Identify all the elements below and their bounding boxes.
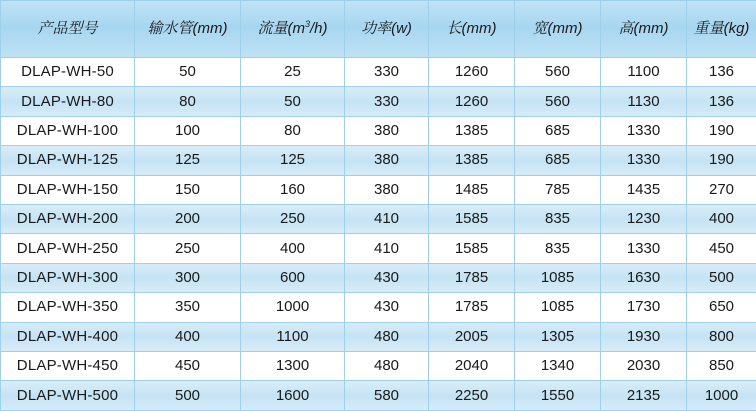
cell-height: 2135 (601, 381, 687, 411)
cell-flow: 50 (241, 87, 345, 116)
table-row (1, 58, 756, 87)
cell-height: 1730 (601, 293, 687, 322)
cell-flow: 160 (241, 175, 345, 204)
cell-weight: 400 (687, 205, 756, 234)
cell-pipe: 125 (135, 146, 241, 175)
cell-length: 1785 (429, 263, 515, 292)
cell-flow: 400 (241, 234, 345, 263)
cell-flow: 1000 (241, 293, 345, 322)
column-header-height: 高(mm) (601, 1, 687, 58)
table-row (1, 263, 756, 292)
cell-pipe: 250 (135, 234, 241, 263)
cell-pipe: 350 (135, 293, 241, 322)
cell-length: 1260 (429, 87, 515, 116)
cell-length: 1385 (429, 146, 515, 175)
cell-height: 1630 (601, 263, 687, 292)
cell-pipe: 80 (135, 87, 241, 116)
column-header-flow-suffix: /h) (310, 20, 328, 37)
cell-width: 560 (515, 87, 601, 116)
table-row (1, 175, 756, 204)
cell-length: 1260 (429, 58, 515, 87)
column-header-weight: 重量(kg) (687, 1, 756, 58)
cell-power: 410 (345, 234, 429, 263)
cell-flow: 1600 (241, 381, 345, 411)
cell-height: 1330 (601, 146, 687, 175)
cell-length: 2005 (429, 322, 515, 351)
cell-model: DLAP-WH-80 (1, 87, 135, 116)
cell-pipe: 200 (135, 205, 241, 234)
cell-flow: 250 (241, 205, 345, 234)
cell-model: DLAP-WH-150 (1, 175, 135, 204)
cell-height: 1130 (601, 87, 687, 116)
cell-weight: 190 (687, 146, 756, 175)
cell-model: DLAP-WH-125 (1, 146, 135, 175)
cell-width: 685 (515, 116, 601, 145)
cell-flow: 1100 (241, 322, 345, 351)
cell-height: 1930 (601, 322, 687, 351)
table-row (1, 87, 756, 116)
cell-flow: 600 (241, 263, 345, 292)
cell-width: 1085 (515, 263, 601, 292)
table-row (1, 352, 756, 381)
cell-length: 2250 (429, 381, 515, 411)
cell-weight: 650 (687, 293, 756, 322)
cell-power: 380 (345, 146, 429, 175)
cell-width: 1550 (515, 381, 601, 411)
table-header-row (1, 1, 756, 58)
cell-height: 1435 (601, 175, 687, 204)
cell-height: 1230 (601, 205, 687, 234)
cell-model: DLAP-WH-50 (1, 58, 135, 87)
cell-weight: 500 (687, 263, 756, 292)
cell-weight: 190 (687, 116, 756, 145)
cell-power: 380 (345, 116, 429, 145)
table-row (1, 381, 756, 411)
cell-height: 1330 (601, 116, 687, 145)
cell-power: 330 (345, 87, 429, 116)
column-header-model: 产品型号 (1, 1, 135, 58)
table-row (1, 234, 756, 263)
cell-weight: 1000 (687, 381, 756, 411)
cell-length: 2040 (429, 352, 515, 381)
cell-model: DLAP-WH-500 (1, 381, 135, 411)
cell-flow: 1300 (241, 352, 345, 381)
cell-flow: 125 (241, 146, 345, 175)
cell-weight: 450 (687, 234, 756, 263)
cell-width: 835 (515, 234, 601, 263)
cell-flow: 80 (241, 116, 345, 145)
cell-height: 1330 (601, 234, 687, 263)
column-header-length: 长(mm) (429, 1, 515, 58)
cell-power: 430 (345, 263, 429, 292)
cell-length: 1485 (429, 175, 515, 204)
table-header (1, 1, 756, 58)
table-body (1, 58, 756, 411)
column-header-power: 功率(w) (345, 1, 429, 58)
cell-pipe: 300 (135, 263, 241, 292)
cell-width: 1085 (515, 293, 601, 322)
cell-model: DLAP-WH-300 (1, 263, 135, 292)
cell-model: DLAP-WH-200 (1, 205, 135, 234)
table-row (1, 116, 756, 145)
cell-width: 685 (515, 146, 601, 175)
cell-length: 1385 (429, 116, 515, 145)
cell-model: DLAP-WH-450 (1, 352, 135, 381)
cell-width: 560 (515, 58, 601, 87)
table-row (1, 205, 756, 234)
column-header-pipe: 输水管(mm) (135, 1, 241, 58)
cell-pipe: 150 (135, 175, 241, 204)
cell-weight: 136 (687, 58, 756, 87)
cell-width: 1340 (515, 352, 601, 381)
cell-pipe: 450 (135, 352, 241, 381)
cell-width: 1305 (515, 322, 601, 351)
cell-model: DLAP-WH-400 (1, 322, 135, 351)
cell-pipe: 50 (135, 58, 241, 87)
column-header-flow-prefix: 流量(m (257, 20, 305, 37)
cell-length: 1785 (429, 293, 515, 322)
cell-model: DLAP-WH-100 (1, 116, 135, 145)
cell-height: 2030 (601, 352, 687, 381)
column-header-flow (241, 1, 345, 58)
cell-power: 430 (345, 293, 429, 322)
column-header-flow-exponent: 3 (304, 19, 310, 29)
cell-flow: 25 (241, 58, 345, 87)
cell-power: 380 (345, 175, 429, 204)
cell-power: 330 (345, 58, 429, 87)
cell-weight: 800 (687, 322, 756, 351)
cell-model: DLAP-WH-250 (1, 234, 135, 263)
cell-pipe: 400 (135, 322, 241, 351)
cell-pipe: 100 (135, 116, 241, 145)
cell-height: 1100 (601, 58, 687, 87)
cell-power: 580 (345, 381, 429, 411)
cell-length: 1585 (429, 205, 515, 234)
cell-weight: 136 (687, 87, 756, 116)
table-row (1, 293, 756, 322)
cell-width: 785 (515, 175, 601, 204)
cell-power: 480 (345, 322, 429, 351)
cell-power: 480 (345, 352, 429, 381)
cell-pipe: 500 (135, 381, 241, 411)
cell-weight: 270 (687, 175, 756, 204)
cell-weight: 850 (687, 352, 756, 381)
table-row (1, 146, 756, 175)
table-row (1, 322, 756, 351)
cell-width: 835 (515, 205, 601, 234)
cell-model: DLAP-WH-350 (1, 293, 135, 322)
cell-power: 410 (345, 205, 429, 234)
cell-length: 1585 (429, 234, 515, 263)
column-header-width: 宽(mm) (515, 1, 601, 58)
